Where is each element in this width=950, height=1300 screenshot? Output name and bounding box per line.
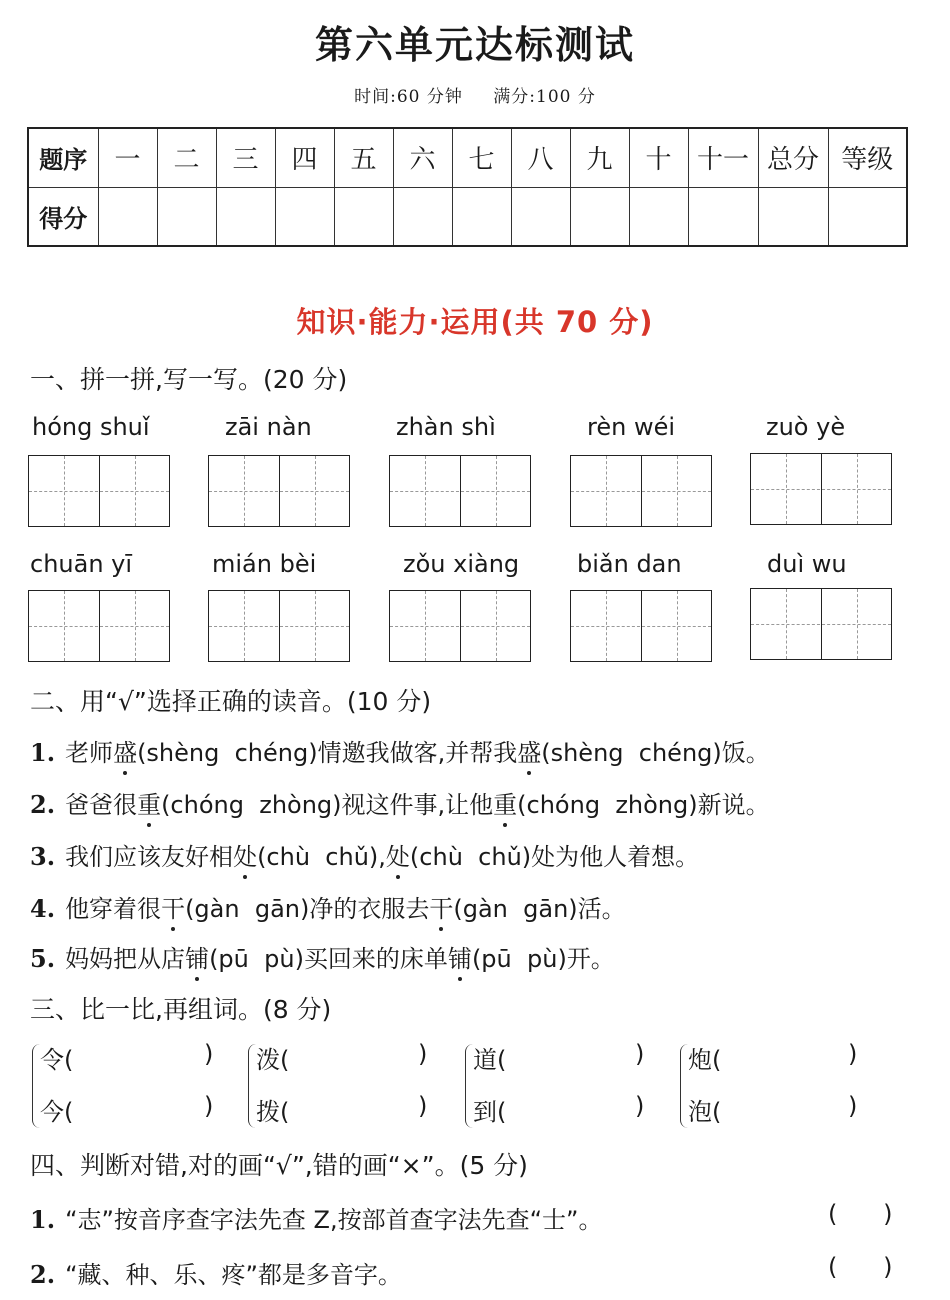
pinyin-label: zǒu xiàng [403, 550, 520, 578]
score-cell: 二 [157, 128, 216, 187]
compare-row-bottom[interactable]: 泡( [688, 1098, 722, 1126]
q4-item [30, 1200, 603, 1235]
pronunciation-choice[interactable]: (chù chǔ), [257, 843, 386, 871]
item-number: 1. [30, 1205, 56, 1234]
compare-group [32, 1040, 232, 1135]
score-input-cell[interactable] [334, 187, 393, 246]
q2-item [30, 939, 615, 974]
full-score: 满分:100 分 [493, 87, 596, 107]
compare-group [680, 1040, 880, 1135]
pronunciation-choice[interactable]: (gàn gān)净的衣服去 [185, 895, 430, 923]
pinyin-label: mián bèi [212, 550, 317, 578]
score-input-cell[interactable] [393, 187, 452, 246]
writing-grid[interactable] [208, 455, 350, 527]
score-cell: 三 [216, 128, 275, 187]
q2-item [30, 837, 699, 872]
pinyin-label: rèn wéi [587, 413, 676, 441]
item-number: 2. [30, 1260, 56, 1289]
page-title: 第六单元达标测试 [314, 23, 635, 67]
answer-paren[interactable]: ( ) [828, 1200, 893, 1228]
item-text: 爸爸很 [65, 791, 138, 819]
dotted-char: 处 [233, 843, 258, 871]
time-limit: 时间:60 分钟 [354, 87, 463, 107]
question-1-title: 一、拼一拼,写一写。(20 分) [30, 365, 348, 394]
score-cell: 六 [393, 128, 452, 187]
score-table-header-row [28, 128, 907, 187]
dotted-char: 铺 [185, 945, 210, 973]
compare-row-top[interactable]: 炮( [688, 1046, 722, 1074]
question-3-title: 三、比一比,再组词。(8 分) [30, 995, 332, 1024]
close-paren: ) [848, 1092, 858, 1120]
answer-paren[interactable]: ( ) [828, 1253, 893, 1281]
score-row-label: 得分 [28, 187, 98, 246]
close-paren: ) [635, 1092, 645, 1120]
question-4-title: 四、判断对错,对的画“√”,错的画“×”。(5 分) [30, 1151, 528, 1180]
dotted-char: 盛 [113, 739, 138, 767]
item-text: 我们应该友好相 [65, 843, 234, 871]
score-cell: 十 [629, 128, 688, 187]
score-cell: 十一 [688, 128, 758, 187]
score-cell: 总分 [758, 128, 828, 187]
writing-grid[interactable] [750, 588, 892, 660]
pinyin-label: hóng shuǐ [32, 413, 150, 441]
item-number: 1. [30, 738, 56, 767]
item-text: 他穿着很 [65, 895, 162, 923]
compare-row-top[interactable]: 泼( [256, 1046, 290, 1074]
pinyin-label: zāi nàn [225, 413, 312, 441]
close-paren: ) [418, 1040, 428, 1068]
score-input-cell[interactable] [511, 187, 570, 246]
item-number: 5. [30, 944, 56, 973]
score-cell: 四 [275, 128, 334, 187]
close-paren: ) [418, 1092, 428, 1120]
item-text: “藏、种、乐、疼”都是多音字。 [65, 1261, 402, 1289]
q2-item [30, 889, 626, 924]
score-table-score-row [28, 187, 907, 246]
close-paren: ) [204, 1092, 214, 1120]
compare-group [248, 1040, 448, 1135]
pronunciation-choice[interactable]: (chù chǔ)处为他人着想。 [409, 843, 700, 871]
close-paren: ) [635, 1040, 645, 1068]
q2-item [30, 785, 770, 820]
score-input-cell[interactable] [828, 187, 907, 246]
score-input-cell[interactable] [629, 187, 688, 246]
dotted-char: 重 [137, 791, 162, 819]
score-input-cell[interactable] [758, 187, 828, 246]
dotted-char: 干 [429, 895, 454, 923]
q4-item [30, 1255, 402, 1290]
dotted-char: 盛 [517, 739, 542, 767]
score-table [27, 127, 908, 247]
writing-grid[interactable] [208, 590, 350, 662]
compare-row-bottom[interactable]: 今( [40, 1098, 74, 1126]
pinyin-label: chuān yī [30, 550, 133, 578]
pinyin-label: biǎn dan [577, 550, 682, 578]
dotted-char: 处 [385, 843, 410, 871]
writing-grid[interactable] [570, 455, 712, 527]
writing-grid[interactable] [750, 453, 892, 525]
dotted-char: 铺 [447, 945, 472, 973]
writing-grid[interactable] [28, 455, 170, 527]
dotted-char: 干 [161, 895, 186, 923]
score-input-cell[interactable] [216, 187, 275, 246]
item-text: 老师 [65, 739, 114, 767]
close-paren: ) [204, 1040, 214, 1068]
compare-row-top[interactable]: 道( [473, 1046, 507, 1074]
section-title: 知识·能力·运用(共 70 分) [296, 305, 654, 339]
pinyin-label: zhàn shì [396, 413, 496, 441]
compare-row-bottom[interactable]: 拨( [256, 1098, 290, 1126]
score-input-cell[interactable] [570, 187, 629, 246]
score-cell: 等级 [828, 128, 907, 187]
pronunciation-choice[interactable]: (pū pù)开。 [471, 945, 615, 973]
pronunciation-choice[interactable]: (shèng chéng)饭。 [541, 739, 770, 767]
item-text: 妈妈把从店 [65, 945, 186, 973]
item-number: 2. [30, 790, 56, 819]
writing-grid[interactable] [389, 590, 531, 662]
compare-group [465, 1040, 665, 1135]
item-number: 3. [30, 842, 56, 871]
score-input-cell[interactable] [275, 187, 334, 246]
score-cell: 九 [570, 128, 629, 187]
q2-item [30, 733, 770, 768]
compare-row-top[interactable]: 令( [40, 1046, 74, 1074]
test-info [0, 82, 950, 107]
pronunciation-choice[interactable]: (shèng chéng)情邀我做客,并帮我 [137, 739, 518, 767]
score-cell: 一 [98, 128, 157, 187]
pronunciation-choice[interactable]: (chóng zhòng)视这件事,让他 [161, 791, 494, 819]
compare-row-bottom[interactable]: 到( [473, 1098, 507, 1126]
dotted-char: 重 [493, 791, 518, 819]
pinyin-label: duì wu [767, 550, 847, 578]
pronunciation-choice[interactable]: (pū pù)买回来的床单 [209, 945, 448, 973]
score-input-cell[interactable] [452, 187, 511, 246]
score-input-cell[interactable] [688, 187, 758, 246]
writing-grid[interactable] [28, 590, 170, 662]
writing-grid[interactable] [570, 590, 712, 662]
writing-grid[interactable] [389, 455, 531, 527]
item-text: “志”按音序查字法先查 Z,按部首查字法先查“士”。 [65, 1206, 603, 1234]
score-input-cell[interactable] [157, 187, 216, 246]
pronunciation-choice[interactable]: (chóng zhòng)新说。 [517, 791, 770, 819]
score-input-cell[interactable] [98, 187, 157, 246]
score-cell: 五 [334, 128, 393, 187]
score-cell: 题序 [28, 128, 98, 187]
item-number: 4. [30, 894, 56, 923]
pinyin-label: zuò yè [766, 413, 846, 441]
close-paren: ) [848, 1040, 858, 1068]
score-cell: 七 [452, 128, 511, 187]
pronunciation-choice[interactable]: (gàn gān)活。 [453, 895, 626, 923]
score-cell: 八 [511, 128, 570, 187]
question-2-title: 二、用“√”选择正确的读音。(10 分) [30, 687, 432, 716]
